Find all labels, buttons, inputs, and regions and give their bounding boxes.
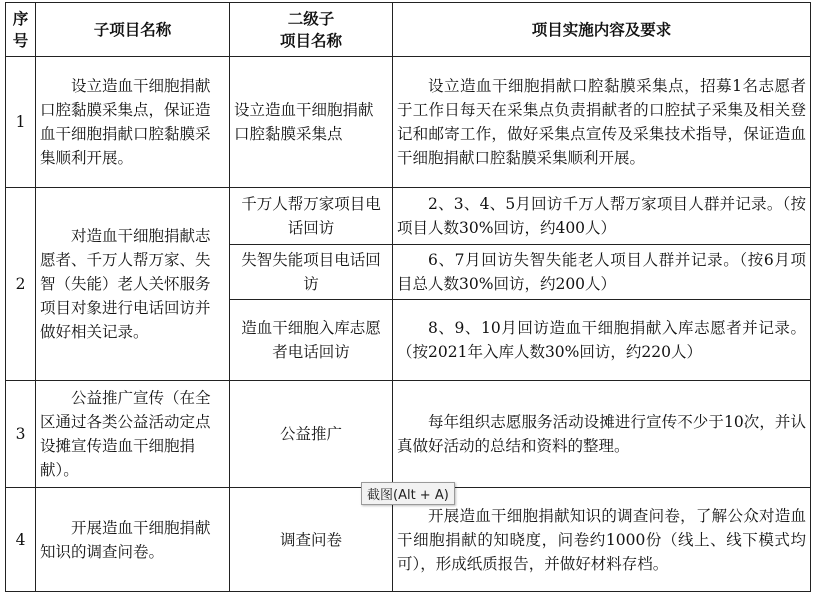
secondary-project-name: 调查问卷	[230, 488, 393, 592]
secondary-project-name: 造血干细胞入库志愿者电话回访	[230, 300, 393, 381]
row-number: 2	[6, 188, 36, 381]
sub-project-name: 设立造血干细胞捐献口腔黏膜采集点，保证造血干细胞捐献口腔黏膜采集顺利开展。	[36, 57, 230, 188]
sub-project-name: 公益推广宣传（在全区通过各类公益活动定点设摊宣传造血干细胞捐献）。	[36, 381, 230, 488]
row-number: 4	[6, 488, 36, 592]
header-row	[6, 3, 811, 57]
content-description: 每年组织志愿服务活动设摊进行宣传不少于10次，并认真做好活动的总结和资料的整理。	[393, 381, 811, 488]
table-row	[6, 188, 811, 245]
secondary-project-name: 公益推广	[230, 381, 393, 488]
content-description: 开展造血干细胞捐献知识的调查问卷，了解公众对造血干细胞捐献的知晓度，问卷约1000份（线上、线下模式均可），形成纸质报告，并做好材料存档。	[393, 488, 811, 592]
header-content: 项目实施内容及要求	[393, 3, 811, 57]
content-description: 6、7月回访失智失能老人项目人群并记录。（按6月项目总人数30%回访，约200人）	[393, 245, 811, 300]
secondary-project-name: 千万人帮万家项目电话回访	[230, 188, 393, 245]
sub-project-name: 开展造血干细胞捐献知识的调查问卷。	[36, 488, 230, 592]
sub-project-name: 对造血干细胞捐献志愿者、千万人帮万家、失智（失能）老人关怀服务项目对象进行电话回访并做好相关记录。	[36, 188, 230, 381]
table-row	[6, 381, 811, 488]
table-row	[6, 57, 811, 188]
secondary-project-name: 设立造血干细胞捐献口腔黏膜采集点	[230, 57, 393, 188]
header-num: 序 号	[6, 3, 36, 57]
secondary-project-name: 失智失能项目电话回访	[230, 245, 393, 300]
content-description: 2、3、4、5月回访千万人帮万家项目人群并记录。（按项目人数30%回访，约400人）	[393, 188, 811, 245]
content-description: 8、9、10月回访造血干细胞捐献入库志愿者并记录。（按2021年入库人数30%回访，约220人）	[393, 300, 811, 381]
header-secondary-project: 二级子 项目名称	[230, 3, 393, 57]
row-number: 3	[6, 381, 36, 488]
screenshot-tooltip: 截图(Alt + A)	[361, 482, 455, 505]
header-sub-project: 子项目名称	[36, 3, 230, 57]
content-description: 设立造血干细胞捐献口腔黏膜采集点，招募1名志愿者于工作日每天在采集点负责捐献者的口腔拭子采集及相关登记和邮寄工作，做好采集点宣传及采集技术指导，保证造血干细胞捐献口腔黏膜采集顺利开展。	[393, 57, 811, 188]
row-number: 1	[6, 57, 36, 188]
